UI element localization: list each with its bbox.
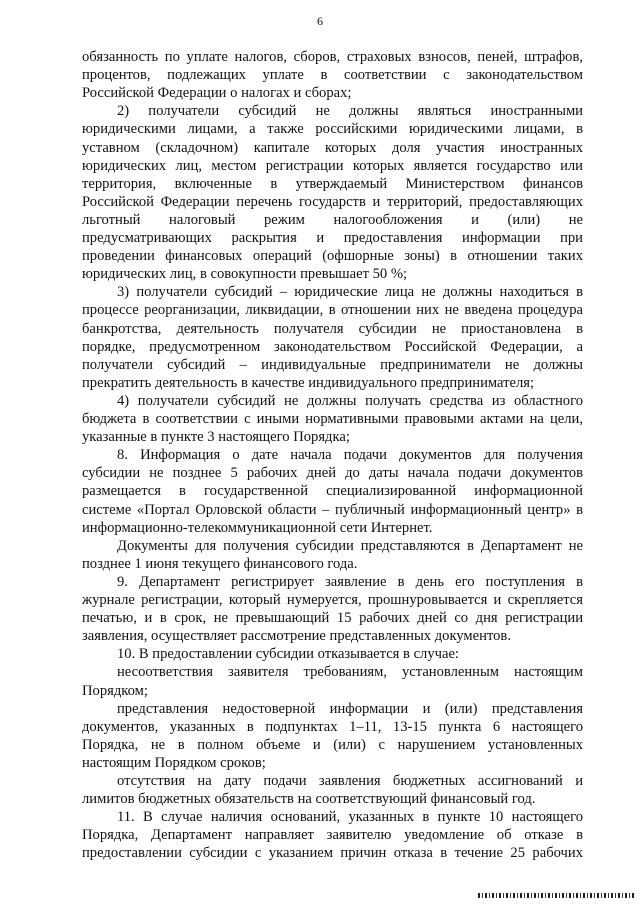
page-number: 6 [317, 14, 323, 28]
text-line: Порядком; [82, 682, 148, 699]
text-line: указанные в пункте 3 настоящего Порядка; [82, 429, 350, 446]
scan-edge-marks [478, 893, 636, 898]
text-line: льготный налоговый режим налогообложения и (или) не [82, 211, 583, 228]
text-line: лимитов бюджетных обязательств на соответствующий финансовый год. [82, 791, 536, 808]
text-line: предоставлении субсидии с указанием причин отказа в течение 25 рабочих [82, 845, 583, 862]
text-line: 3) получатели субсидий – юридические лица не должны находиться в [117, 284, 583, 301]
text-line: процентов, подлежащих уплате в соответствии с законодательством [82, 67, 583, 84]
text-line: Порядка, не в полном объеме и (или) с нарушением установленных [82, 736, 583, 753]
text-line: юридических лиц, в совокупности превышает 50 %; [82, 266, 408, 283]
text-line: Российской Федерации перечень государств и территорий, предоставляющих [82, 193, 583, 210]
text-line: 4) получатели субсидий не должны получать средства из областного [117, 392, 583, 409]
text-line: 9. Департамент регистрирует заявление в день его поступления в [117, 573, 583, 590]
text-line: субсидии не позднее 5 рабочих дней до даты начала подачи документов [82, 465, 583, 482]
text-line: представления недостоверной информации и (или) представления [117, 700, 583, 717]
text-line: получатели субсидий – индивидуальные предприниматели не должны [82, 356, 583, 373]
text-line: территория, включенные в утверждаемый Министерством финансов [82, 175, 583, 192]
text-line: печатью, и в срок, не превышающий 15 рабочих дней со дня регистрации [82, 610, 583, 627]
text-line: обязанность по уплате налогов, сборов, страховых взносов, пеней, штрафов, [82, 49, 583, 65]
text-line: предусматривающих раскрытия и предоставления информации при [82, 230, 583, 246]
text-line: проведении финансовых операций (офшорные зоны) в отношении таких [82, 248, 583, 265]
text-line: Порядка, Департамент направляет заявителю уведомление об отказе в [82, 827, 583, 844]
text-line: системе «Портал Орловской области – публичный информационный центр» в [82, 501, 583, 518]
text-line: 10. В предоставлении субсидии отказывается в случае: [117, 646, 459, 663]
text-line: несоответствия заявителя требованиям, установленным настоящим [117, 664, 583, 681]
text-line: банкротства, деятельность получателя субсидии не приостановлена в [82, 320, 583, 337]
text-line: заявления, осуществляет рассмотрение представленных документов. [82, 628, 511, 645]
text-line: документов, указанных в подпунктах 1–11, 13-15 пункта 6 настоящего [82, 718, 583, 735]
text-line: Документы для получения субсидии представляются в Департамент не [117, 537, 583, 554]
text-line: информационно-телекоммуникационной сети Интернет. [82, 519, 433, 536]
text-line: размещается в государственной специализированной информационной [82, 483, 583, 500]
text-line: отсутствия на дату подачи заявления бюджетных ассигнований и [117, 773, 583, 789]
text-line: настоящим Порядком сроков; [82, 754, 266, 771]
text-line: 8. Информация о дате начала подачи документов для получения [117, 447, 583, 464]
text-line: уставном (складочном) капитале которых доля участия иностранных [82, 139, 583, 156]
text-line: юридическими лицами, а также российскими юридическими лицами, в [82, 121, 583, 138]
text-line: 11. В случае наличия оснований, указанных в пункте 10 настоящего [117, 809, 583, 826]
text-line: юридических лиц, местом регистрации которых является государство или [82, 157, 583, 174]
text-line: прекратить деятельность в качестве индивидуального предпринимателя; [82, 374, 535, 391]
text-line: Российской Федерации о налогах и сборах; [82, 85, 352, 102]
text-line: порядке, предусмотренном законодательством Российской Федерации, а [82, 338, 583, 355]
text-line: бюджета в соответствии с иными нормативными правовыми актами на цели, [82, 411, 583, 427]
text-line: журнале регистрации, который нумеруется, прошнуровывается и скрепляется [82, 592, 583, 608]
text-line: 2) получатели субсидий не должны являться иностранными [117, 103, 583, 120]
text-line: процессе реорганизации, ликвидации, в отношении них не введена процедура [82, 302, 583, 319]
text-line: позднее 1 июня текущего финансового года. [82, 555, 358, 572]
